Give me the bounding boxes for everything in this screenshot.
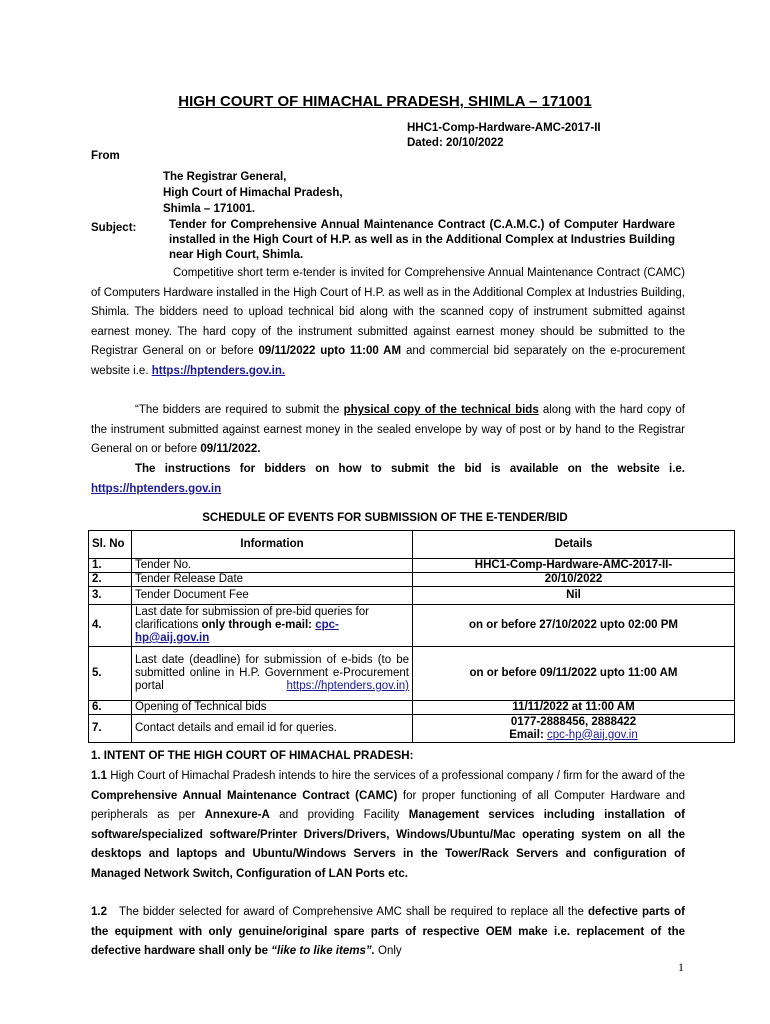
hptenders-table-link[interactable]: https://hptenders.gov.in) xyxy=(286,680,409,692)
row-details xyxy=(413,715,735,743)
page-number: 1 xyxy=(678,960,684,974)
row-no: 2. xyxy=(89,573,132,587)
header-information: Information xyxy=(132,531,413,559)
clause-bold: defective parts of the equipment with only genuine/original spare parts of respective OEM make i.e. replacement of the defective hardware shall only be xyxy=(91,906,685,958)
clause-bold: Annexure-A xyxy=(204,809,270,822)
para2-emph: physical copy of the technical bids xyxy=(343,404,539,416)
row-details: on or before 09/11/2022 upto 11:00 AM xyxy=(413,647,735,701)
schedule-table xyxy=(88,530,735,743)
row-info: Tender No. xyxy=(132,559,413,573)
header-sl-no: Sl. No xyxy=(89,531,132,559)
paragraph-physical-copy xyxy=(91,401,685,460)
reference-number: HHC1-Comp-Hardware-AMC-2017-II xyxy=(407,122,601,134)
clause-number: 1.1 xyxy=(91,770,107,782)
clause-text: and providing Facility xyxy=(279,809,400,822)
row-info: Opening of Technical bids xyxy=(132,701,413,715)
row-details: 11/11/2022 at 11:00 AM xyxy=(413,701,735,715)
contact-email-link[interactable]: cpc-hp@aij.gov.in xyxy=(546,728,638,741)
para2-pre: “The bidders are required to submit the xyxy=(135,404,340,416)
address-line-3: Shimla – 171001. xyxy=(163,203,256,215)
contact-phone: 0177-2888456, 2888422 xyxy=(510,715,637,728)
table-row xyxy=(89,559,735,573)
clause-text: The bidder selected for award of Comprehensive AMC shall be required to replace all the xyxy=(119,906,584,918)
table-row xyxy=(89,647,735,701)
clause-bold: Comprehensive Annual Maintenance Contract (CAMC) xyxy=(91,789,398,802)
table-row xyxy=(89,587,735,605)
para1-mid: and commercial bid separately on the e-procurement website i.e. xyxy=(91,345,685,377)
row-no: 7. xyxy=(89,715,132,743)
dated-line: Dated: 20/10/2022 xyxy=(407,137,504,149)
para1-deadline: 09/11/2022 upto 11:00 AM xyxy=(258,345,402,358)
row-no: 4. xyxy=(89,605,132,647)
clause-text: High Court of Himachal Pradesh intends to hire the services of a professional company / firm for the award of the xyxy=(110,770,685,782)
row-no: 3. xyxy=(89,587,132,605)
header-details: Details xyxy=(413,531,735,559)
clause-text: Only xyxy=(378,945,402,958)
row-no: 1. xyxy=(89,559,132,573)
para3-text: The instructions for bidders on how to submit the bid is available on the website i.e. xyxy=(135,463,685,475)
page-title: HIGH COURT OF HIMACHAL PRADESH, SHIMLA – 171001 xyxy=(178,93,592,110)
para1-text: Competitive short term e-tender is invited for Comprehensive Annual Maintenance Contract (CAMC) of Computers Hardware installed in the High Court of H.P. as well as in the Additional Complex at Industries Building, Shimla. The bidders need to upload technical bid along with the scanned copy of instrument submitted against earnest money. The hard copy of the instrument submitted against earnest money should be submitted to the Registrar General on or before xyxy=(91,267,685,358)
paragraph-1-1 xyxy=(91,767,685,885)
hptenders-link-2[interactable]: https://hptenders.gov.in xyxy=(91,482,222,495)
address-line-2: High Court of Himachal Pradesh, xyxy=(163,187,343,199)
table-header-row xyxy=(89,531,735,559)
row-info-text: Last date (deadline) for submission of e-bids (to be submitted online in H.P. Government e-Procurement portal xyxy=(135,654,409,692)
subject-text: Tender for Comprehensive Annual Maintenance Contract (C.A.M.C.) of Computer Hardware installed in the High Court of H.P. as well as in the Additional Complex at Industries Building near High Court, Shimla. xyxy=(169,219,675,261)
table-row xyxy=(89,605,735,647)
row-info: Contact details and email id for queries. xyxy=(132,715,413,743)
row-info: Tender Release Date xyxy=(132,573,413,587)
row-info xyxy=(132,605,413,647)
row-details: HHC1-Comp-Hardware-AMC-2017-II- xyxy=(413,559,735,573)
row-details: Nil xyxy=(413,587,735,605)
subject-label: Subject: xyxy=(91,222,137,234)
clause-text: for proper functioning of all Computer Hardware and peripherals as per xyxy=(91,789,685,822)
clause-bold: Management services including installation of software/specialized software/Printer Drivers/Drivers, Windows/Ubuntu/Mac operating system on all the desktops and laptops and Ubuntu/Windows Servers in the Tower/Rack Servers and configuration of Managed Network Switch, Configuration of LAN Ports etc. xyxy=(91,809,686,880)
table-row xyxy=(89,701,735,715)
row-no: 6. xyxy=(89,701,132,715)
para2-post: along with the hard copy of the instrument submitted against earnest money in the sealed envelope by way of post or by hand to the Registrar General on or before xyxy=(91,404,686,456)
paragraph-intro xyxy=(91,264,685,382)
clause-number: 1.2 xyxy=(91,906,107,918)
paragraph-instructions xyxy=(91,460,685,499)
from-label: From xyxy=(91,150,120,162)
email-label: Email: xyxy=(509,728,544,741)
row-info-bold: only through e-mail: xyxy=(201,619,313,631)
clause-italic: “like to like items”. xyxy=(271,945,375,958)
paragraph-1-2 xyxy=(91,903,685,962)
row-details: 20/10/2022 xyxy=(413,573,735,587)
row-no: 5. xyxy=(89,647,132,701)
row-info: Tender Document Fee xyxy=(132,587,413,605)
section-heading: 1. INTENT OF THE HIGH COURT OF HIMACHAL PRADESH: xyxy=(91,750,414,762)
hptenders-link[interactable]: https://hptenders.gov.in. xyxy=(151,364,286,377)
email-link[interactable]: cpc-hp@aij.gov.in xyxy=(135,619,339,644)
row-info-text: Last date for submission of pre-bid queries for clarifications xyxy=(135,606,369,631)
row-info xyxy=(132,647,413,701)
table-row xyxy=(89,573,735,587)
table-row xyxy=(89,715,735,743)
row-details: on or before 27/10/2022 upto 02:00 PM xyxy=(413,605,735,647)
address-line-1: The Registrar General, xyxy=(163,171,287,183)
para2-date: 09/11/2022. xyxy=(200,443,261,456)
schedule-title: SCHEDULE OF EVENTS FOR SUBMISSION OF THE E-TENDER/BID xyxy=(202,512,568,524)
